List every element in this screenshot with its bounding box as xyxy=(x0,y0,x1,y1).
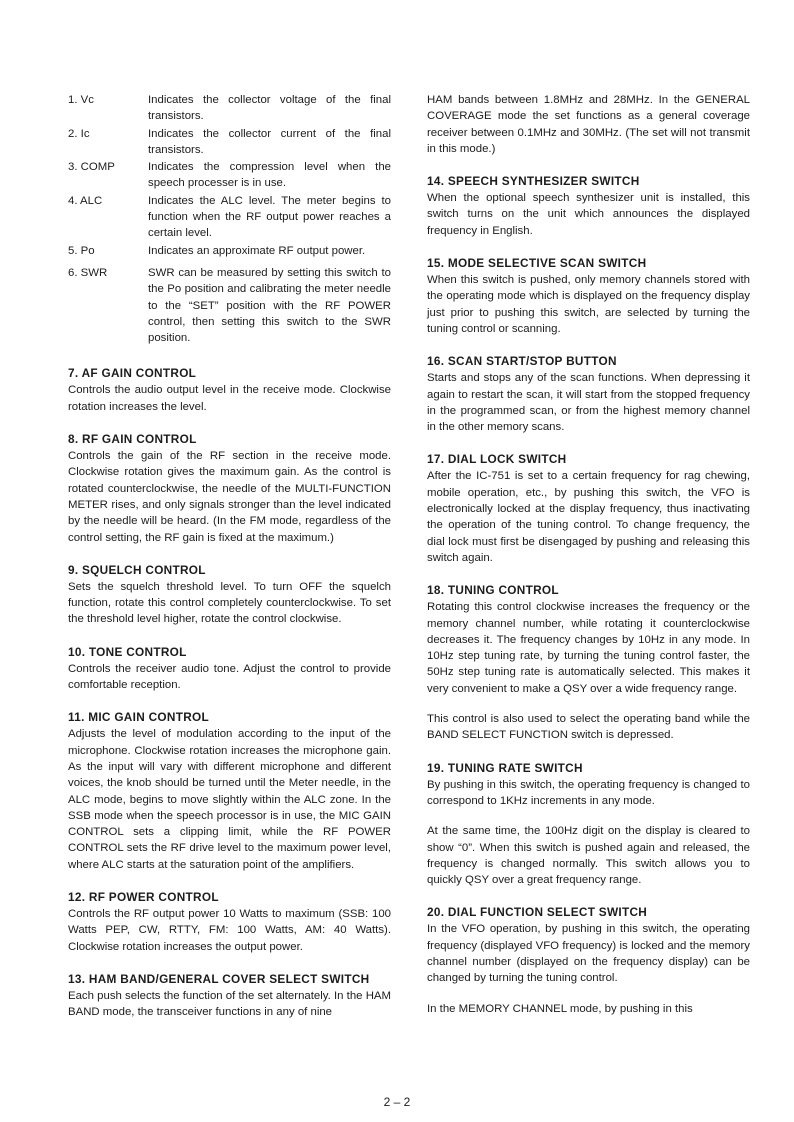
meter-label: 3. COMP xyxy=(68,161,115,174)
meter-list xyxy=(68,92,391,346)
section-title: 10. TONE CONTROL xyxy=(68,644,187,659)
meter-item xyxy=(68,243,391,259)
section-speech-synth xyxy=(427,173,750,239)
section-rf-gain xyxy=(68,431,391,546)
meter-item xyxy=(68,265,391,346)
section-text: Controls the RF output power 10 Watts to maximum (SSB: 100 Watts PEP, CW, RTTY, FM: 100 Watts, AM: 40 Watts). Clockwise rotation increases the output power. xyxy=(68,907,391,953)
meter-label: 5. Po xyxy=(68,244,95,257)
section-text: Rotating this control clockwise increases the frequency or the memory channel number, while rotating it counterclockwise decreases it. The frequency changes by 10Hz in any mode. In 10Hz step tuning rate, by turning the tuning control faster, the 50Hz step tuning rate is automatically selected. This makes it very convenient to make a QSY over a wide frequency range. xyxy=(427,601,750,695)
section-dial-lock xyxy=(427,451,750,566)
section-text: Controls the gain of the RF section in the receive mode. Clockwise rotation gives the maximum gain. As the control is rotated counterclockwise, the needle of the MULTI-FUNCTION METER rises, and only signals stronger than the level indicated by the needle will be heard. (In the FM mode, regardless of the control setting, the RF gain is fixed at the maximum.) xyxy=(68,450,391,544)
meter-label: 4. ALC xyxy=(68,194,103,207)
section-squelch xyxy=(68,562,391,628)
section-text: Controls the audio output level in the receive mode. Clockwise rotation increases the level. xyxy=(68,384,391,413)
section-ham-band-cont xyxy=(427,92,750,157)
right-column xyxy=(427,92,750,1017)
meter-item xyxy=(68,159,391,192)
meter-label: 1. Vc xyxy=(68,94,94,106)
section-title: 13. HAM BAND/GENERAL COVER SELECT SWITCH xyxy=(68,971,370,986)
section-af-gain xyxy=(68,365,391,415)
section-title: 16. SCAN START/STOP BUTTON xyxy=(427,354,617,369)
section-title: 12. RF POWER CONTROL xyxy=(68,889,219,904)
section-title: 15. MODE SELECTIVE SCAN SWITCH xyxy=(427,256,647,271)
section-title: 18. TUNING CONTROL xyxy=(427,583,559,598)
section-text: When the optional speech synthesizer unit is installed, this switch turns on the unit which announces the displayed frequency in English. xyxy=(427,192,750,237)
meter-desc: Indicates the collector current of the final transistors. xyxy=(148,127,391,156)
section-text-2: At the same time, the 100Hz digit on the display is cleared to show “0”. When this switch is pushed again and released, the frequency is changed normally. This switch allows you to quickly QSY over a great frequency range. xyxy=(427,825,750,887)
meter-desc: SWR can be measured by setting this switch to the Po position and calibrating the meter needle to the “SET” position with the RF POWER control, then setting this switch to the SWR position. xyxy=(148,266,391,345)
section-text: Sets the squelch threshold level. To turn OFF the squelch function, rotate this control completely counterclockwise. To set the threshold level higher, rotate the control clockwise. xyxy=(68,580,391,626)
section-text: HAM bands between 1.8MHz and 28MHz. In the GENERAL COVERAGE mode the set functions as a general coverage receiver between 0.1MHz and 30MHz. (The set will not transmit in this mode.) xyxy=(427,94,750,155)
section-mode-scan xyxy=(427,255,750,337)
section-text-2: This control is also used to select the operating band while the BAND SELECT FUNCTION switch is depressed. xyxy=(427,713,750,742)
section-text: When this switch is pushed, only memory channels stored with the operating mode which is displayed on the frequency display just prior to pushing this switch, are selected by turning the tuning control or scanning. xyxy=(427,274,750,335)
section-text: In the VFO operation, by pushing in this switch, the operating frequency (displayed VFO frequency) is locked and the memory channel number (displayed on the frequency display) can be changed by turning the tuning control. xyxy=(427,923,750,985)
section-text-2: In the MEMORY CHANNEL mode, by pushing in this xyxy=(427,1002,693,1015)
section-text: By pushing in this switch, the operating frequency is changed to correspond to 1KHz increments in any mode. xyxy=(427,778,750,807)
meter-item xyxy=(68,126,391,159)
meter-desc: Indicates the ALC level. The meter begins to function when the RF output power reaches a certain level. xyxy=(148,194,391,240)
section-title: 11. MIC GAIN CONTROL xyxy=(68,710,210,725)
meter-desc: Indicates the collector voltage of the final transistors. xyxy=(148,94,391,123)
section-mic-gain xyxy=(68,709,391,873)
meter-label: 2. Ic xyxy=(68,127,90,140)
section-text: Adjusts the level of modulation according to the input of the microphone. Clockwise rotation increases the microphone gain. As the input will vary with different microphone and different voices, the knob should be turned until the Meter needle, in the ALC mode, begins to move slightly within the ALC zone. In the SSB mode when the speech processor is in use, the MIC GAIN CONTROL sets a clipping limit, while the RF POWER CONTROL sets the RF drive level to the maximum power level, where ALC starts at the saturation point of the amplifiers. xyxy=(68,728,391,871)
section-ham-band xyxy=(68,971,391,1021)
section-text: Each push selects the function of the set alternately. In the HAM BAND mode, the transceiver functions in any of nine xyxy=(68,989,391,1019)
page-number: 2 – 2 xyxy=(383,1095,411,1109)
section-tuning-control xyxy=(427,582,750,743)
section-text: Controls the receiver audio tone. Adjust the control to provide comfortable reception. xyxy=(68,662,391,692)
meter-desc: Indicates the compression level when the speech processer is in use. xyxy=(148,161,391,190)
section-title: 20. DIAL FUNCTION SELECT SWITCH xyxy=(427,905,648,920)
section-title: 8. RF GAIN CONTROL xyxy=(68,432,197,447)
section-title: 19. TUNING RATE SWITCH xyxy=(427,760,583,775)
section-text: Starts and stops any of the scan functions. When depressing it again to restart the scan, it will start from the stopped frequency in the programmed scan, or from the highest memory channel in the other memory scans. xyxy=(427,372,750,434)
left-column xyxy=(68,92,391,1020)
section-tone xyxy=(68,644,391,694)
meter-desc: Indicates an approximate RF output power. xyxy=(148,244,366,257)
section-rf-power xyxy=(68,889,391,955)
section-title: 7. AF GAIN CONTROL xyxy=(68,366,197,381)
section-dial-function xyxy=(427,904,750,1016)
meter-item xyxy=(68,193,391,242)
section-tuning-rate xyxy=(427,760,750,889)
meter-item xyxy=(68,92,391,125)
section-title: 14. SPEECH SYNTHESIZER SWITCH xyxy=(427,174,640,189)
section-text: After the IC-751 is set to a certain frequency for rag chewing, mobile operation, etc., by pushing this switch, the VFO is electronically locked at the display frequency, thus inactivating the operation of the tuning control. To change frequency, the dial lock must first be disengaged by pushing and releasing this switch again. xyxy=(427,470,750,564)
section-title: 9. SQUELCH CONTROL xyxy=(68,562,206,577)
section-title: 17. DIAL LOCK SWITCH xyxy=(427,452,567,467)
meter-label: 6. SWR xyxy=(68,266,108,279)
section-scan-start xyxy=(427,353,750,435)
